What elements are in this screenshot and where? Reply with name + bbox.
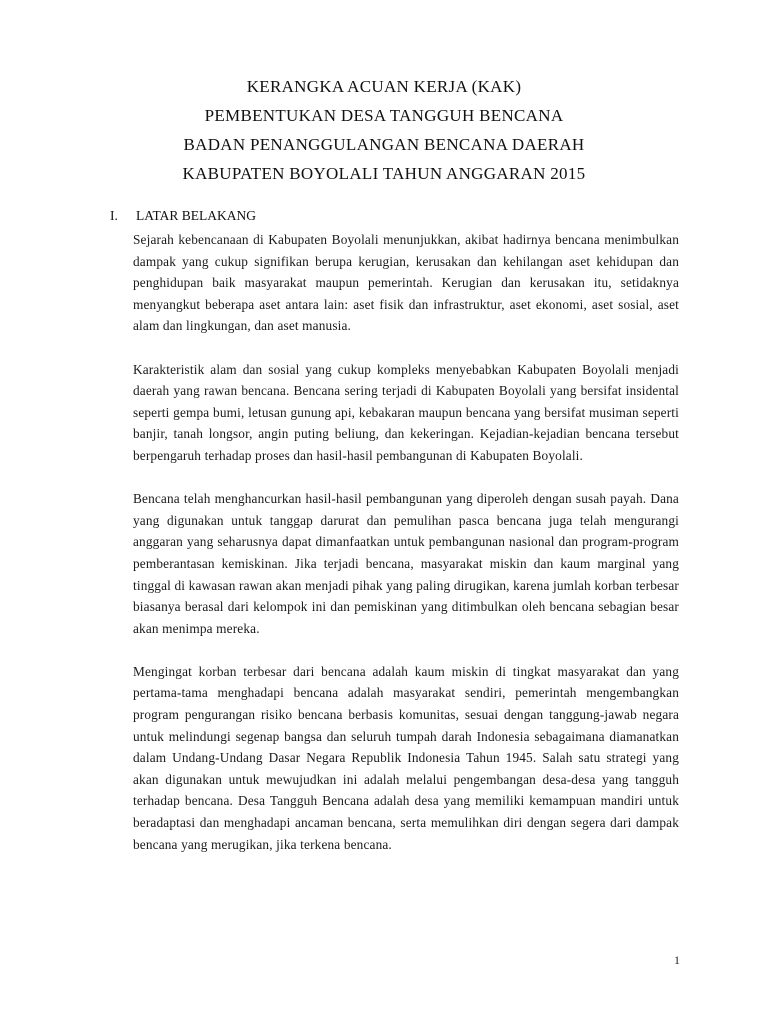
title-line: PEMBENTUKAN DESA TANGGUH BENCANA <box>204 106 564 125</box>
title-line: KABUPATEN BOYOLALI TAHUN ANGGARAN 2015 <box>182 164 586 183</box>
paragraph: Bencana telah menghancurkan hasil-hasil pembangunan yang diperoleh dengan susah payah. Dana yang digunakan untuk tanggap darurat dan pemulihan pasca bencana juga telah mengurangi anggaran yang seharusnya dapat dimanfaatkan untuk pembangunan nasional dan program-program pemberantasan kemiskinan. Jika terjadi bencana, masyarakat miskin dan kaum marginal yang tinggal di kawasan rawan akan menjadi pihak yang paling dirugikan, karena jumlah korban terbesar biasanya berasal dari kelompok ini dan pemiskinan yang ditimbulkan oleh bencana sebagian besar akan menimpa mereka. <box>133 491 679 636</box>
page-number: 1 <box>674 953 680 967</box>
section-heading <box>110 207 256 225</box>
document-title <box>0 72 768 188</box>
section-title: LATAR BELAKANG <box>136 208 257 223</box>
paragraph: Mengingat korban terbesar dari bencana adalah kaum miskin di tingkat masyarakat dan yang pertama-tama menghadapi bencana adalah masyarakat sendiri, pemerintah mengembangkan program pengurangan risiko bencana berbasis komunitas, sesuai dengan tanggung-jawab negara untuk melindungi segenap bangsa dan seluruh tumpah darah Indonesia sebagaimana diamanatkan dalam Undang-Undang Dasar Negara Republik Indonesia Tahun 1945. Salah satu strategi yang akan digunakan untuk mewujudkan ini adalah melalui pengembangan desa-desa yang tangguh terhadap bencana. Desa Tangguh Bencana adalah desa yang memiliki kemampuan mandiri untuk beradaptasi dan menghadapi ancaman bencana, serta memulihkan diri dengan segera dari dampak bencana yang merugikan, jika terkena bencana. <box>133 663 679 852</box>
paragraph: Karakteristik alam dan sosial yang cukup kompleks menyebabkan Kabupaten Boyolali menjadi daerah yang rawan bencana. Bencana sering terjadi di Kabupaten Boyolali yang bersifat insidental seperti gempa bumi, letusan gunung api, kebakaran maupun bencana yang bersifat musiman seperti banjir, tanah longsor, angin puting beliung, dan kekeringan. Kejadian-kejadian bencana tersebut berpengaruh terhadap proses dan hasil-hasil pembangunan di Kabupaten Boyolali. <box>133 361 679 463</box>
paragraph: Sejarah kebencanaan di Kabupaten Boyolali menunjukkan, akibat hadirnya bencana menimbulkan dampak yang cukup signifikan berupa kerugian, kerusakan dan kehilangan aset kehidupan dan penghidupan baik masyarakat maupun pemerintah. Kerugian dan kerusakan itu, setidaknya menyangkut beberapa aset antara lain: aset fisik dan infrastruktur, aset ekonomi, aset sosial, aset alam dan lingkungan, dan aset manusia. <box>133 232 679 334</box>
section-number: I. <box>110 208 118 223</box>
title-line: KERANGKA ACUAN KERJA (KAK) <box>246 77 522 96</box>
title-line: BADAN PENANGGULANGAN BENCANA DAERAH <box>183 135 585 154</box>
section-body <box>133 229 679 877</box>
